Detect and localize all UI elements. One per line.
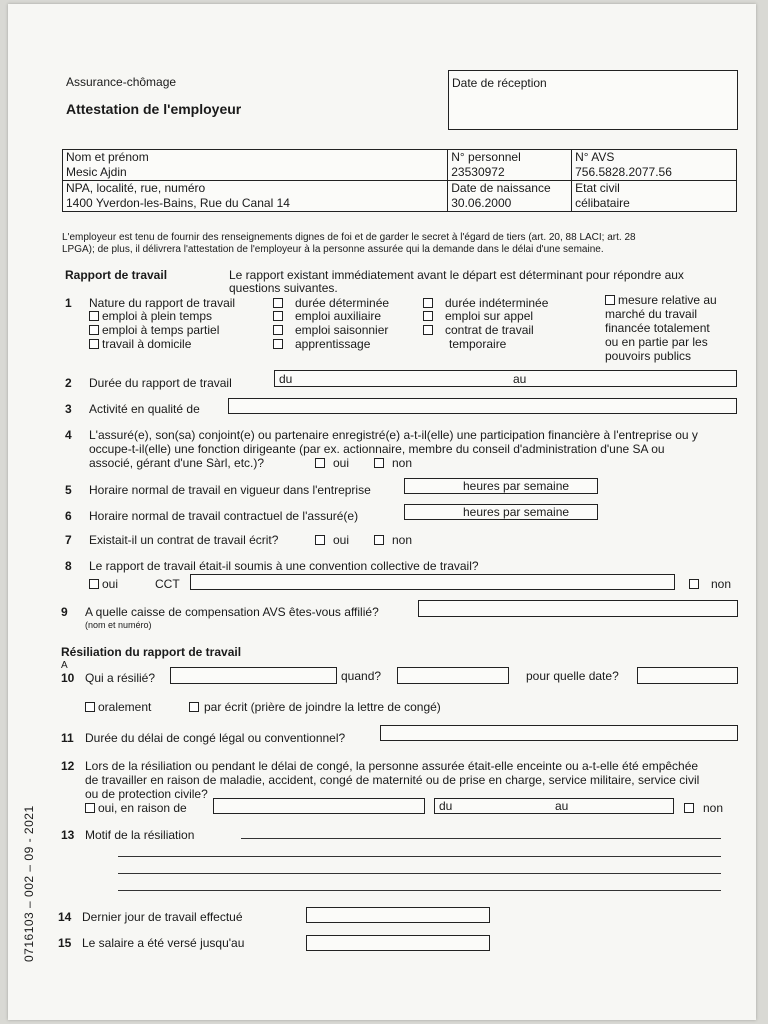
q1-opt-temporaire-label-2: temporaire: [449, 337, 507, 351]
birth-field[interactable]: 30.06.2000: [448, 196, 572, 212]
q12-non-label: non: [703, 801, 724, 815]
checkbox[interactable]: [423, 325, 433, 335]
q12-number: 12: [61, 759, 75, 773]
q13-line-1[interactable]: [241, 838, 721, 839]
q1-opt-auxiliaire-label: emploi auxiliaire: [295, 309, 382, 323]
checkbox[interactable]: [89, 325, 99, 335]
q4-line-3: associé, gérant d'une Sàrl, etc.)?: [89, 456, 265, 470]
checkbox[interactable]: [85, 702, 95, 712]
q9-caisse-field[interactable]: [418, 600, 738, 617]
q12-line-1: Lors de la résiliation ou pendant le délai de congé, la personne assurée était-elle enceinte ou a-t-elle été empêchée: [85, 759, 699, 773]
q4-non-label: non: [392, 456, 413, 470]
checkbox[interactable]: [273, 339, 283, 349]
section-resiliation-letter: A: [61, 660, 68, 671]
q11-number: 11: [61, 731, 74, 745]
q13-line-2[interactable]: [118, 856, 721, 857]
checkbox[interactable]: [89, 339, 99, 349]
q7-oui-option[interactable]: [315, 534, 349, 547]
q7-non-label: non: [392, 533, 413, 547]
q9-number: 9: [61, 605, 68, 619]
q4-line-2: occupe-t-il(elle) une fonction dirigeante (par ex. actionnaire, membre du conseil d'administration d'une SA ou: [89, 442, 665, 456]
q12-oui-label: oui, en raison de: [98, 801, 187, 815]
q5-unit: heures par semaine: [463, 479, 570, 493]
q12-reason-field[interactable]: [213, 798, 425, 814]
form-page: [8, 4, 756, 1020]
civil-field[interactable]: célibataire: [572, 196, 737, 212]
checkbox[interactable]: [273, 311, 283, 321]
q1-opt-mesure[interactable]: [605, 294, 717, 307]
q14-lastday-field[interactable]: [306, 907, 490, 923]
q1-opt-domicile[interactable]: [89, 338, 191, 351]
q4-line-1: L'assuré(e), son(sa) conjoint(e) ou partenaire enregistré(e) a-t-il(elle) une participation financière à l'entreprise ou y: [89, 428, 698, 442]
q13-line-4[interactable]: [118, 890, 721, 891]
q1-opt-apprentissage-label: apprentissage: [295, 337, 371, 351]
q2-au-label: au: [513, 372, 527, 386]
q1-opt-auxiliaire[interactable]: [273, 310, 381, 323]
checkbox[interactable]: [374, 458, 384, 468]
q2-label: Durée du rapport de travail: [89, 376, 232, 390]
q8-cct-field[interactable]: [190, 574, 675, 590]
q7-non-option[interactable]: [374, 534, 412, 547]
q12-line-3: ou de protection civile?: [85, 787, 208, 801]
q10-date-field[interactable]: [637, 667, 738, 684]
person-table: [62, 149, 737, 212]
q8-oui-label: oui: [102, 577, 119, 591]
q1-opt-apprentissage[interactable]: [273, 338, 370, 351]
form-code: 0716103 – 002 – 09 - 2021: [22, 805, 36, 962]
q8-label: Le rapport de travail était-il soumis à une convention collective de travail?: [89, 559, 479, 573]
q1-opt-determinee-label: durée déterminée: [295, 296, 390, 310]
q10-when-field[interactable]: [397, 667, 509, 684]
q9-sub: (nom et numéro): [85, 620, 152, 630]
q1-opt-indeterminee-label: durée indéterminée: [445, 296, 549, 310]
q2-du-label: du: [279, 372, 293, 386]
q1-opt-saisonnier[interactable]: [273, 324, 388, 337]
q3-label: Activité en qualité de: [89, 402, 200, 416]
checkbox[interactable]: [315, 458, 325, 468]
checkbox[interactable]: [689, 579, 699, 589]
q1-label: Nature du rapport de travail: [89, 296, 236, 310]
q11-label: Durée du délai de congé légal ou conventionnel?: [85, 731, 346, 745]
civil-label: Etat civil: [572, 181, 737, 197]
form-subtitle: Assurance-chômage: [66, 75, 177, 89]
q5-number: 5: [65, 483, 72, 497]
name-label: Nom et prénom: [63, 150, 448, 166]
q1-opt-plein[interactable]: [89, 310, 212, 323]
q8-cct-label: CCT: [155, 577, 180, 591]
q1-mesure-line-5: pouvoirs publics: [605, 349, 692, 363]
q1-opt-temporaire[interactable]: [423, 324, 534, 337]
checkbox[interactable]: [605, 295, 615, 305]
q1-opt-partiel-label: emploi à temps partiel: [102, 323, 220, 337]
q1-opt-partiel[interactable]: [89, 324, 219, 337]
checkbox[interactable]: [273, 325, 283, 335]
q1-opt-appel-label: emploi sur appel: [445, 309, 534, 323]
birth-label: Date de naissance: [448, 181, 572, 197]
address-field[interactable]: 1400 Yverdon-les-Bains, Rue du Canal 14: [63, 196, 448, 212]
reception-date-box[interactable]: [448, 70, 738, 130]
q1-opt-saisonnier-label: emploi saisonnier: [295, 323, 389, 337]
form-title: Attestation de l'employeur: [66, 101, 242, 117]
avs-field[interactable]: 756.5828.2077.56: [572, 165, 737, 181]
q13-label: Motif de la résiliation: [85, 828, 195, 842]
checkbox[interactable]: [85, 803, 95, 813]
section-rapport-heading: Rapport de travail: [65, 268, 168, 282]
q10-oral-option[interactable]: [85, 701, 151, 714]
q15-number: 15: [58, 936, 72, 950]
q6-number: 6: [65, 509, 72, 523]
q5-hours-field[interactable]: [404, 478, 598, 494]
checkbox[interactable]: [374, 535, 384, 545]
q5-label: Horaire normal de travail en vigueur dans l'entreprise: [89, 483, 371, 497]
q12-non-option[interactable]: [684, 802, 723, 815]
q1-mesure-line-3: financée totalement: [605, 321, 710, 335]
q8-non-label: non: [711, 577, 732, 591]
q2-number: 2: [65, 376, 72, 390]
q4-oui-option[interactable]: [315, 457, 349, 470]
q9-label: A quelle caisse de compensation AVS êtes-vous affilié?: [85, 605, 379, 619]
intro-line-1: L'employeur est tenu de fournir des renseignements dignes de foi et de garder le secret à l'égard de tiers (art. 20, 88 LACI; art. 28: [62, 232, 636, 243]
personnel-label: N° personnel: [448, 150, 572, 166]
q12-du-label: du: [439, 799, 453, 813]
reception-date-label: Date de réception: [452, 76, 547, 90]
checkbox[interactable]: [684, 803, 694, 813]
q14-label: Dernier jour de travail effectué: [82, 910, 243, 924]
q12-oui-option[interactable]: [85, 802, 187, 815]
q1-number: 1: [65, 296, 72, 310]
q11-delay-field[interactable]: [380, 725, 738, 741]
q6-label: Horaire normal de travail contractuel de l'assuré(e): [89, 509, 359, 523]
q14-number: 14: [58, 910, 72, 924]
q1-mesure-line-4: ou en partie par les: [605, 335, 708, 349]
avs-label: N° AVS: [572, 150, 737, 166]
q1-opt-plein-label: emploi à plein temps: [102, 309, 213, 323]
q10-pour-label: pour quelle date?: [526, 669, 619, 683]
q15-salary-field[interactable]: [306, 935, 490, 951]
q3-number: 3: [65, 402, 72, 416]
q4-number: 4: [65, 428, 72, 442]
checkbox[interactable]: [423, 298, 433, 308]
q8-number: 8: [65, 559, 72, 573]
q3-activity-field[interactable]: [228, 398, 737, 414]
address-label: NPA, localité, rue, numéro: [63, 181, 448, 197]
personnel-field[interactable]: 23530972: [448, 165, 572, 181]
q10-who-field[interactable]: [170, 667, 337, 684]
checkbox[interactable]: [273, 298, 283, 308]
q13-number: 13: [61, 828, 75, 842]
q10-oral-label: oralement: [98, 700, 152, 714]
q1-opt-domicile-label: travail à domicile: [102, 337, 192, 351]
q10-ecrit-option[interactable]: [189, 701, 441, 714]
q1-mesure-line-1: mesure relative au: [618, 293, 717, 307]
q6-unit: heures par semaine: [463, 505, 570, 519]
q12-period-field[interactable]: [434, 798, 674, 814]
rapport-note-2: questions suivantes.: [229, 281, 338, 295]
rapport-note-1: Le rapport existant immédiatement avant le départ est déterminant pour répondre aux: [229, 268, 684, 282]
checkbox[interactable]: [189, 702, 199, 712]
section-resiliation-heading: Résiliation du rapport de travail: [61, 645, 242, 659]
checkbox[interactable]: [423, 311, 433, 321]
q1-opt-appel[interactable]: [423, 310, 533, 323]
intro-line-2: LPGA); de plus, il délivrera l'attestation de l'employeur à la personne assurée qui la demande dans le délai d'une semaine.: [62, 244, 604, 255]
q7-label: Existait-il un contrat de travail écrit?: [89, 533, 279, 547]
checkbox[interactable]: [315, 535, 325, 545]
checkbox[interactable]: [89, 311, 99, 321]
q7-number: 7: [65, 533, 72, 547]
q10-quand-label: quand?: [341, 669, 382, 683]
q10-number: 10: [61, 671, 75, 685]
q1-mesure-line-2: marché du travail: [605, 307, 698, 321]
q7-oui-label: oui: [333, 533, 350, 547]
name-field[interactable]: Mesic Ajdin: [63, 165, 448, 181]
q4-non-option[interactable]: [374, 457, 412, 470]
q8-non-option[interactable]: [689, 578, 731, 591]
q4-oui-label: oui: [333, 456, 350, 470]
q15-label: Le salaire a été versé jusqu'au: [82, 936, 245, 950]
q10-label: Qui a résilié?: [85, 671, 156, 685]
q12-au-label: au: [555, 799, 569, 813]
q12-line-2: de travailler en raison de maladie, accident, congé de maternité ou de prise en charge, service militaire, service civil: [85, 773, 700, 787]
q2-duration-field[interactable]: [274, 370, 737, 387]
q13-line-3[interactable]: [118, 873, 721, 874]
q1-opt-temporaire-label: contrat de travail: [445, 323, 534, 337]
q8-oui-option[interactable]: [89, 578, 118, 591]
q6-hours-field[interactable]: [404, 504, 598, 520]
q10-ecrit-label: par écrit (prière de joindre la lettre de congé): [204, 700, 441, 714]
checkbox[interactable]: [89, 579, 99, 589]
